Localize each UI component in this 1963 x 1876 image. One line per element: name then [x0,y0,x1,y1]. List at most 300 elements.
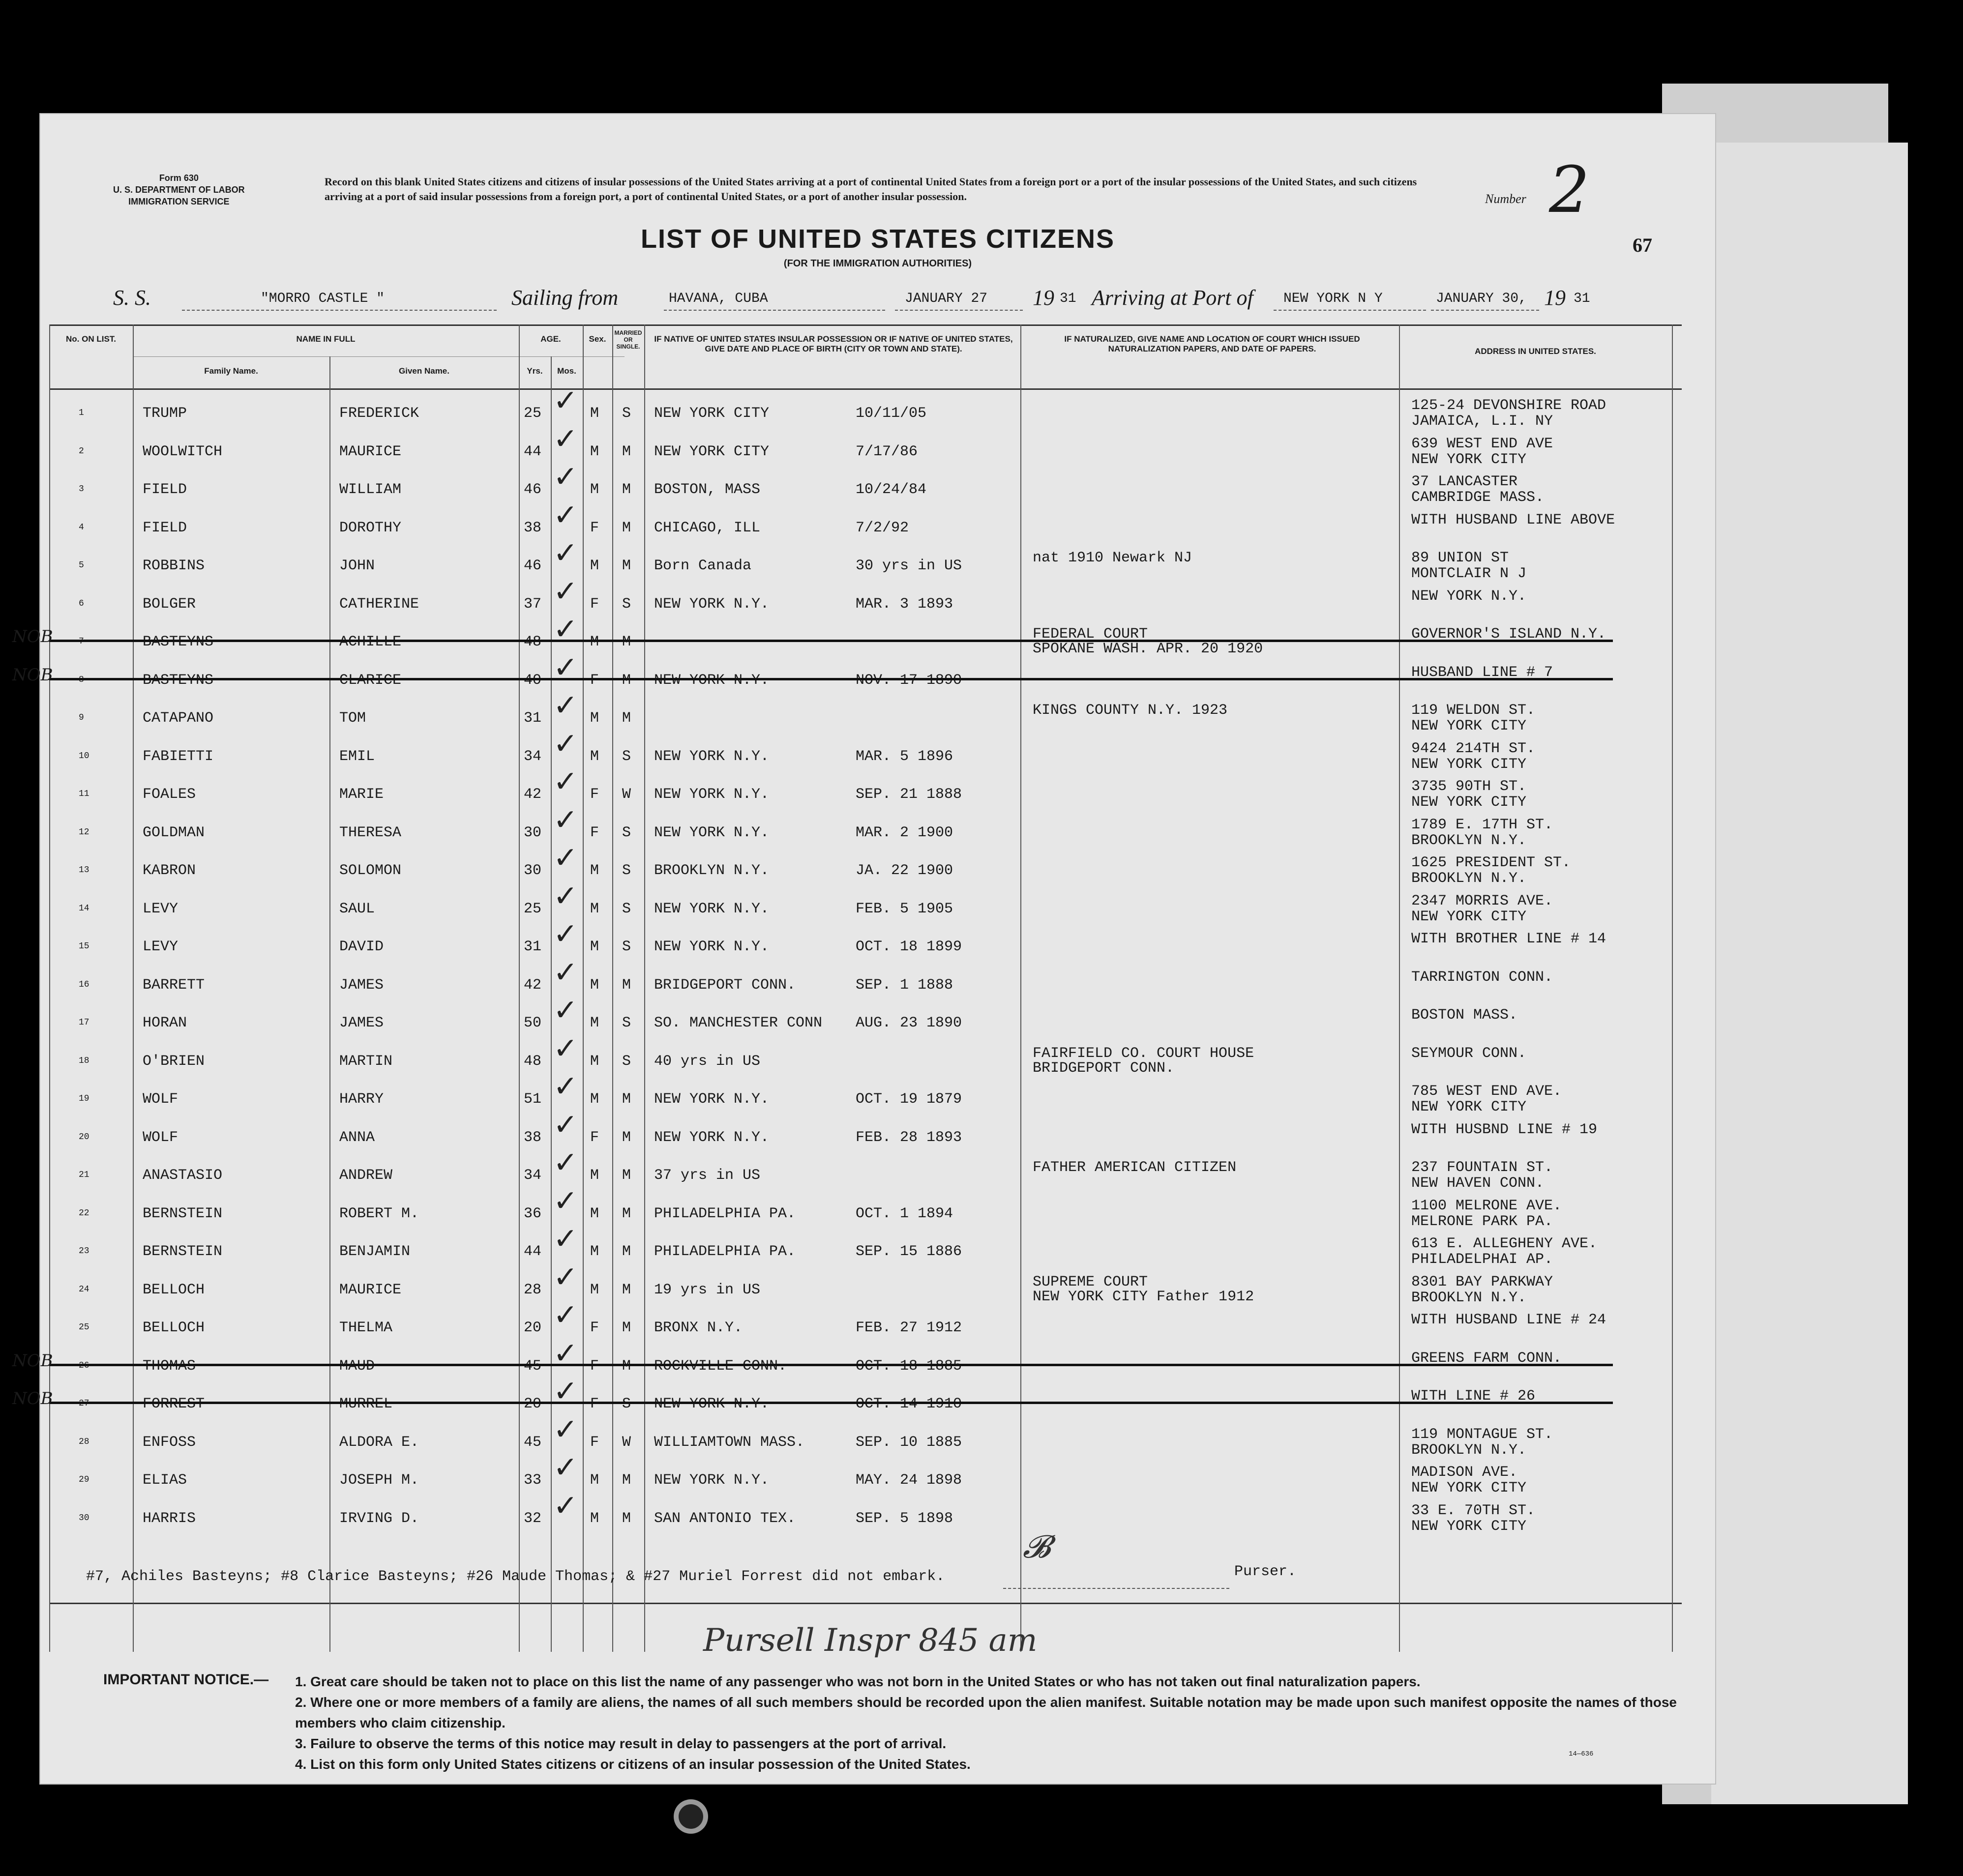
address-line-1: 37 LANCASTER [1411,473,1518,490]
birth-place: PHILADELPHIA PA. [654,1243,796,1260]
list-number: 11 [79,789,89,799]
header-age: AGE. [540,334,561,344]
birth-place: NEW YORK N.Y. [654,1396,770,1412]
family-name: BELLOCH [143,1281,205,1298]
family-name: ENFOSS [143,1434,196,1451]
marital-status: M [622,481,631,498]
address-line-2: JAMAICA, L.I. NY [1411,413,1553,430]
age-years: 30 [524,862,542,879]
check-mark-icon: ✓ [553,421,578,456]
list-number: 13 [79,865,89,875]
age-years: 42 [524,976,542,994]
important-notice-label: IMPORTANT NOTICE.— [103,1671,269,1688]
birth-date: SEP. 1 1888 [856,976,953,994]
marital-status: S [622,595,631,613]
marital-status: M [622,557,631,574]
check-mark-icon: ✓ [553,955,578,990]
sex: M [590,1472,599,1489]
family-name: LEVY [143,938,178,955]
list-number: 26 [79,1360,89,1371]
header-address: ADDRESS IN UNITED STATES. [1475,347,1596,356]
list-number: 25 [79,1322,89,1332]
header-sex: Sex. [589,334,606,344]
address-line-1: 785 WEST END AVE. [1411,1083,1562,1100]
list-number: 14 [79,903,89,913]
check-mark-icon: ✓ [553,1069,578,1104]
header-list-number: No. ON LIST. [66,334,116,344]
address-line-1: BOSTON MASS. [1411,1007,1518,1024]
age-years: 42 [524,786,542,803]
marital-status: M [622,1091,631,1108]
given-name: CATHERINE [339,595,419,613]
sex: M [590,1205,599,1222]
sex: M [590,1510,599,1527]
family-name: ROBBINS [143,557,205,574]
address-line-2: NEW YORK CITY [1411,908,1527,925]
address-line-1: 119 WELDON ST. [1411,702,1536,719]
ss-label: S. S. [113,286,151,310]
address-line-2: NEW YORK CITY [1411,794,1527,811]
check-mark-icon: ✓ [553,688,578,723]
address-line-1: 613 E. ALLEGHENY AVE. [1411,1235,1598,1252]
given-name: MAURICE [339,1281,402,1298]
check-mark-icon: ✓ [553,841,578,875]
given-name: DOROTHY [339,519,402,536]
family-name: FORREST [143,1396,205,1412]
check-mark-icon: ✓ [553,383,578,418]
list-number: 8 [79,674,84,685]
birth-date: 7/2/92 [856,519,909,536]
birth-place: NEW YORK N.Y. [654,824,770,841]
address-line-2: MELRONE PARK PA. [1411,1213,1553,1230]
list-number: 5 [79,560,84,570]
family-name: ANASTASIO [143,1167,223,1184]
check-mark-icon: ✓ [553,574,578,609]
age-years: 38 [524,519,542,536]
given-name: WILLIAM [339,481,402,498]
family-name: FOALES [143,786,196,803]
birth-date: MAY. 24 1898 [856,1472,962,1489]
departure-port: HAVANA, CUBA [669,291,768,306]
purser-signature: 𝓑 [1023,1529,1051,1565]
given-name: ROBERT M. [339,1205,419,1222]
family-name: BERNSTEIN [143,1243,223,1260]
birth-date: SEP. 15 1886 [856,1243,962,1260]
given-name: THELMA [339,1319,393,1336]
check-mark-icon: ✓ [553,879,578,913]
passenger-table [12,324,1682,1652]
header-years: Yrs. [527,366,543,376]
age-years: 33 [524,1472,542,1489]
check-mark-icon: ✓ [553,1183,578,1218]
birth-place: 37 yrs in US [654,1167,761,1184]
naturalization-info: FEDERAL COURT [1033,626,1148,643]
naturalization-info: KINGS COUNTY N.Y. 1923 [1033,702,1228,719]
age-years: 20 [524,1396,542,1412]
sex: M [590,976,599,994]
given-name: MURREL [339,1396,393,1412]
sex: M [590,862,599,879]
address-line-2: CAMBRIDGE MASS. [1411,489,1545,506]
family-name: BELLOCH [143,1319,205,1336]
header-married-single: MARRIED OR SINGLE. [614,329,642,350]
birth-place: NEW YORK N.Y. [654,1129,770,1146]
address-line-2: NEW YORK CITY [1411,1099,1527,1115]
sex: M [590,1091,599,1108]
header-months: Mos. [557,366,576,376]
check-mark-icon: ✓ [553,1298,578,1332]
address-line-2: BROOKLYN N.Y. [1411,1289,1527,1306]
family-name: FIELD [143,519,187,536]
birth-place: PHILADELPHIA PA. [654,1205,796,1222]
marital-status: M [622,1472,631,1489]
age-years: 45 [524,1434,542,1451]
sex: M [590,1281,599,1298]
marital-status: M [622,672,631,689]
department-name: U. S. DEPARTMENT OF LABOR [113,185,245,195]
age-years: 45 [524,1357,542,1375]
given-name: JAMES [339,976,384,994]
birth-place: BRONX N.Y. [654,1319,743,1336]
family-name: FIELD [143,481,187,498]
birth-date: OCT. 14 1910 [856,1396,962,1412]
family-name: WOOLWITCH [143,443,223,460]
list-number: 12 [79,827,89,837]
given-name: SAUL [339,900,375,917]
birth-place: 40 yrs in US [654,1053,761,1070]
margin-note: NOB [12,1350,53,1371]
list-number: 23 [79,1246,89,1256]
form-code: 14—636 [1569,1750,1594,1758]
address-line-2: MONTCLAIR N J [1411,565,1527,582]
age-years: 34 [524,1167,542,1184]
address-line-2: BROOKLYN N.Y. [1411,832,1527,849]
table-row [49,460,1682,507]
notice-item: 1. Great care should be taken not to place on this list the name of any passenger who was not born in the United States or who has not taken out final naturalization papers. [295,1674,1421,1689]
marital-status: S [622,1053,631,1070]
given-name: MAURICE [339,443,402,460]
ship-name: "MORRO CASTLE " [261,291,385,306]
given-name: ALDORA E. [339,1434,419,1451]
family-name: O'BRIEN [143,1053,205,1070]
check-mark-icon: ✓ [553,1374,578,1408]
table-row [49,1069,1682,1117]
birth-place: NEW YORK N.Y. [654,938,770,955]
address-line-1: 1100 MELRONE AVE. [1411,1197,1562,1214]
check-mark-icon: ✓ [553,1260,578,1294]
table-row [49,1031,1682,1079]
address-line-2: PHILADELPHAI AP. [1411,1251,1553,1268]
marital-status: W [622,786,631,803]
list-number: 29 [79,1475,89,1485]
marital-status: M [622,1243,631,1260]
list-number: 21 [79,1170,89,1180]
birth-date: SEP. 21 1888 [856,786,962,803]
number-label: Number [1485,192,1526,206]
family-name: BERNSTEIN [143,1205,223,1222]
check-mark-icon: ✓ [553,993,578,1027]
check-mark-icon: ✓ [553,460,578,494]
table-row [49,879,1682,927]
age-years: 46 [524,481,542,498]
naturalization-info-2: NEW YORK CITY Father 1912 [1033,1288,1254,1305]
address-line-2: NEW YORK CITY [1411,1480,1527,1496]
sex: F [590,519,599,536]
marital-status: M [622,1357,631,1375]
family-name: CATAPANO [143,710,214,727]
address-line-1: 2347 MORRIS AVE. [1411,892,1553,909]
marital-status: M [622,443,631,460]
age-years: 31 [524,710,542,727]
given-name: MAUD [339,1357,375,1375]
sex: F [590,786,599,803]
birth-date: 10/11/05 [856,405,927,422]
document-title: LIST OF UNITED STATES CITIZENS [641,224,1115,254]
family-name: BOLGER [143,595,196,613]
naturalization-info: SUPREME COURT [1033,1273,1148,1290]
age-years: 31 [524,938,542,955]
departure-year-prefix: 19 [1033,286,1054,310]
sex: M [590,634,599,650]
table-row [49,536,1682,584]
birth-place: NEW YORK N.Y. [654,786,770,803]
marital-status: S [622,824,631,841]
address-line-2: NEW YORK CITY [1411,756,1527,773]
age-years: 20 [524,1319,542,1336]
age-years: 32 [524,1510,542,1527]
birth-date: OCT. 18 1885 [856,1357,962,1375]
age-years: 44 [524,443,542,460]
margin-note: NOB [12,665,53,685]
margin-note: NOB [12,1389,53,1408]
age-years: 30 [524,824,542,841]
list-number: 28 [79,1436,89,1447]
birth-date: OCT. 19 1879 [856,1091,962,1108]
age-years: 51 [524,1091,542,1108]
departure-date: JANUARY 27 [905,291,988,306]
sex: F [590,1319,599,1336]
form-identifier [113,172,245,207]
naturalization-info-2: BRIDGEPORT CONN. [1033,1059,1175,1077]
table-row [12,650,1682,698]
table-row [49,841,1682,888]
list-number-handwritten: 2 [1549,152,1590,227]
page-number: 67 [1633,234,1652,256]
age-years: 40 [524,672,542,689]
birth-place: Born Canada [654,557,752,574]
age-years: 44 [524,1243,542,1260]
table-row [49,688,1682,736]
sex: F [590,672,599,689]
did-not-embark-note: #7, Achiles Basteyns; #8 Clarice Basteyns; #26 Maude Thomas; & #27 Muriel Forrest did not embark. [86,1568,945,1585]
birth-date: OCT. 1 1894 [856,1205,953,1222]
birth-place: NEW YORK N.Y. [654,1472,770,1489]
marital-status: M [622,710,631,727]
arriving-label: Arriving at Port of [1092,286,1253,310]
marital-status: M [622,1129,631,1146]
birth-place: NEW YORK CITY [654,443,770,460]
table-row [49,1488,1682,1536]
check-mark-icon: ✓ [553,612,578,646]
address-line-2: NEW YORK CITY [1411,1518,1527,1535]
address-line-1: 119 MONTAGUE ST. [1411,1426,1553,1443]
inspector-note: Pursell Inspr 845 am [703,1622,1038,1659]
sex: M [590,557,599,574]
check-mark-icon: ✓ [553,1450,578,1485]
birth-place: SAN ANTONIO TEX. [654,1510,796,1527]
given-name: EMIL [339,748,375,765]
check-mark-icon: ✓ [553,650,578,685]
table-row [49,383,1682,431]
strike-through-line [49,640,1613,642]
birth-place: NEW YORK N.Y. [654,900,770,917]
family-name: BARRETT [143,976,205,994]
table-row [12,1374,1682,1422]
given-name: ACHILLE [339,634,402,650]
check-mark-icon: ✓ [553,1412,578,1447]
sex: M [590,748,599,765]
address-line-2: NEW YORK CITY [1411,718,1527,734]
birth-place: BOSTON, MASS [654,481,761,498]
marital-status: M [622,1167,631,1184]
notice-item: 3. Failure to observe the terms of this notice may result in delay to passengers at the port of arrival. [295,1736,947,1751]
family-name: LEVY [143,900,178,917]
check-mark-icon: ✓ [553,536,578,570]
check-mark-icon: ✓ [553,764,578,799]
address-line-1: WITH HUSBND LINE # 19 [1411,1121,1598,1138]
given-name: DAVID [339,938,384,955]
sex: M [590,1243,599,1260]
important-notice-list [295,1671,1682,1775]
marital-status: M [622,1510,631,1527]
given-name: TOM [339,710,366,727]
sailing-from-label: Sailing from [511,286,619,310]
purser-label: Purser. [1234,1563,1297,1580]
given-name: IRVING D. [339,1510,419,1527]
family-name: HARRIS [143,1510,196,1527]
header-given-name: Given Name. [399,366,449,376]
naturalization-info: FAIRFIELD CO. COURT HOUSE [1033,1045,1254,1062]
list-number: 7 [79,637,84,646]
marital-status: M [622,634,631,650]
header-family-name: Family Name. [204,366,258,376]
age-years: 48 [524,1053,542,1070]
family-name: TRUMP [143,405,187,422]
family-name: THOMAS [143,1357,196,1375]
marital-status: S [622,1396,631,1412]
address-line-1: 237 FOUNTAIN ST. [1411,1159,1553,1176]
marital-status: M [622,1281,631,1298]
address-line-1: WITH HUSBAND LINE ABOVE [1411,511,1615,528]
header-native-birth: IF NATIVE OF UNITED STATES INSULAR POSSESSION OR IF NATIVE OF UNITED STATES, GIVE DATE AND PLACE OF BIRTH (CITY OR TOWN AND STATE). [654,334,1013,353]
birth-place: BROOKLYN N.Y. [654,862,770,879]
address-line-1: 639 WEST END AVE [1411,435,1553,452]
strike-through-line [49,1402,1613,1404]
marital-status: M [622,519,631,536]
birth-date: OCT. 18 1899 [856,938,962,955]
check-mark-icon: ✓ [553,498,578,532]
check-mark-icon: ✓ [553,802,578,837]
given-name: ANNA [339,1129,375,1146]
departure-year: 31 [1060,291,1076,306]
check-mark-icon: ✓ [553,1336,578,1371]
birth-place: NEW YORK CITY [654,405,770,422]
check-mark-icon: ✓ [553,1031,578,1066]
list-number: 9 [79,713,84,723]
address-line-1: 89 UNION ST [1411,550,1509,566]
age-years: 28 [524,1281,542,1298]
address-line-1: 1789 E. 17TH ST. [1411,816,1553,833]
table-row [49,955,1682,1003]
table-row [49,993,1682,1041]
table-row [49,498,1682,546]
list-number: 19 [79,1094,89,1104]
naturalization-info: nat 1910 Newark NJ [1033,550,1192,566]
list-number: 15 [79,941,89,951]
list-number: 2 [79,446,84,456]
marital-status: S [622,900,631,917]
age-years: 36 [524,1205,542,1222]
list-number: 27 [79,1399,89,1408]
sex: F [590,595,599,613]
address-line-2: BROOKLYN N.Y. [1411,1441,1527,1459]
age-years: 25 [524,900,542,917]
table-row [49,574,1682,622]
document-subtitle: (FOR THE IMMIGRATION AUTHORITIES) [783,258,972,269]
birth-place: 19 yrs in US [654,1281,761,1298]
sex: F [590,1357,599,1375]
age-years: 48 [524,634,542,650]
given-name: SOLOMON [339,862,402,879]
address-line-2: NEW HAVEN CONN. [1411,1175,1545,1192]
age-years: 25 [524,405,542,422]
address-line-1: GREENS FARM CONN. [1411,1349,1562,1367]
address-line-1: WITH BROTHER LINE # 14 [1411,931,1606,947]
address-line-1: SEYMOUR CONN. [1411,1045,1527,1062]
table-row [49,1412,1682,1460]
marital-status: M [622,976,631,994]
sex: M [590,938,599,955]
address-line-1: GOVERNOR'S ISLAND N.Y. [1411,626,1606,643]
family-name: FABIETTI [143,748,214,765]
sex: M [590,405,599,422]
address-line-1: 8301 BAY PARKWAY [1411,1273,1553,1290]
list-number: 16 [79,979,89,990]
sex: M [590,481,599,498]
address-line-1: HUSBAND LINE # 7 [1411,664,1553,681]
family-name: BASTEYNS [143,672,214,689]
address-line-1: 1625 PRESIDENT ST. [1411,854,1571,871]
notice-item: 2. Where one or more members of a family are aliens, the names of all such members should be recorded upon the alien manifest. Suitable notation may be made upon such manifest opposite the names of those members who claim citizenship. [295,1695,1677,1730]
table-row [49,764,1682,812]
arrival-date: JANUARY 30, [1436,291,1527,306]
form-number: Form 630 [159,173,199,183]
marital-status: S [622,862,631,879]
margin-note: NOB [12,627,53,646]
check-mark-icon: ✓ [553,1222,578,1256]
back-page-2 [1711,143,1908,1804]
list-number: 10 [79,751,89,761]
marital-status: M [622,1205,631,1222]
given-name: HARRY [339,1091,384,1108]
header-name-in-full: NAME IN FULL [296,334,356,344]
family-name: GOLDMAN [143,824,205,841]
given-name: JOHN [339,557,375,574]
table-row [49,1260,1682,1308]
sex: M [590,1167,599,1184]
birth-date: JA. 22 1900 [856,862,953,879]
marital-status: S [622,938,631,955]
